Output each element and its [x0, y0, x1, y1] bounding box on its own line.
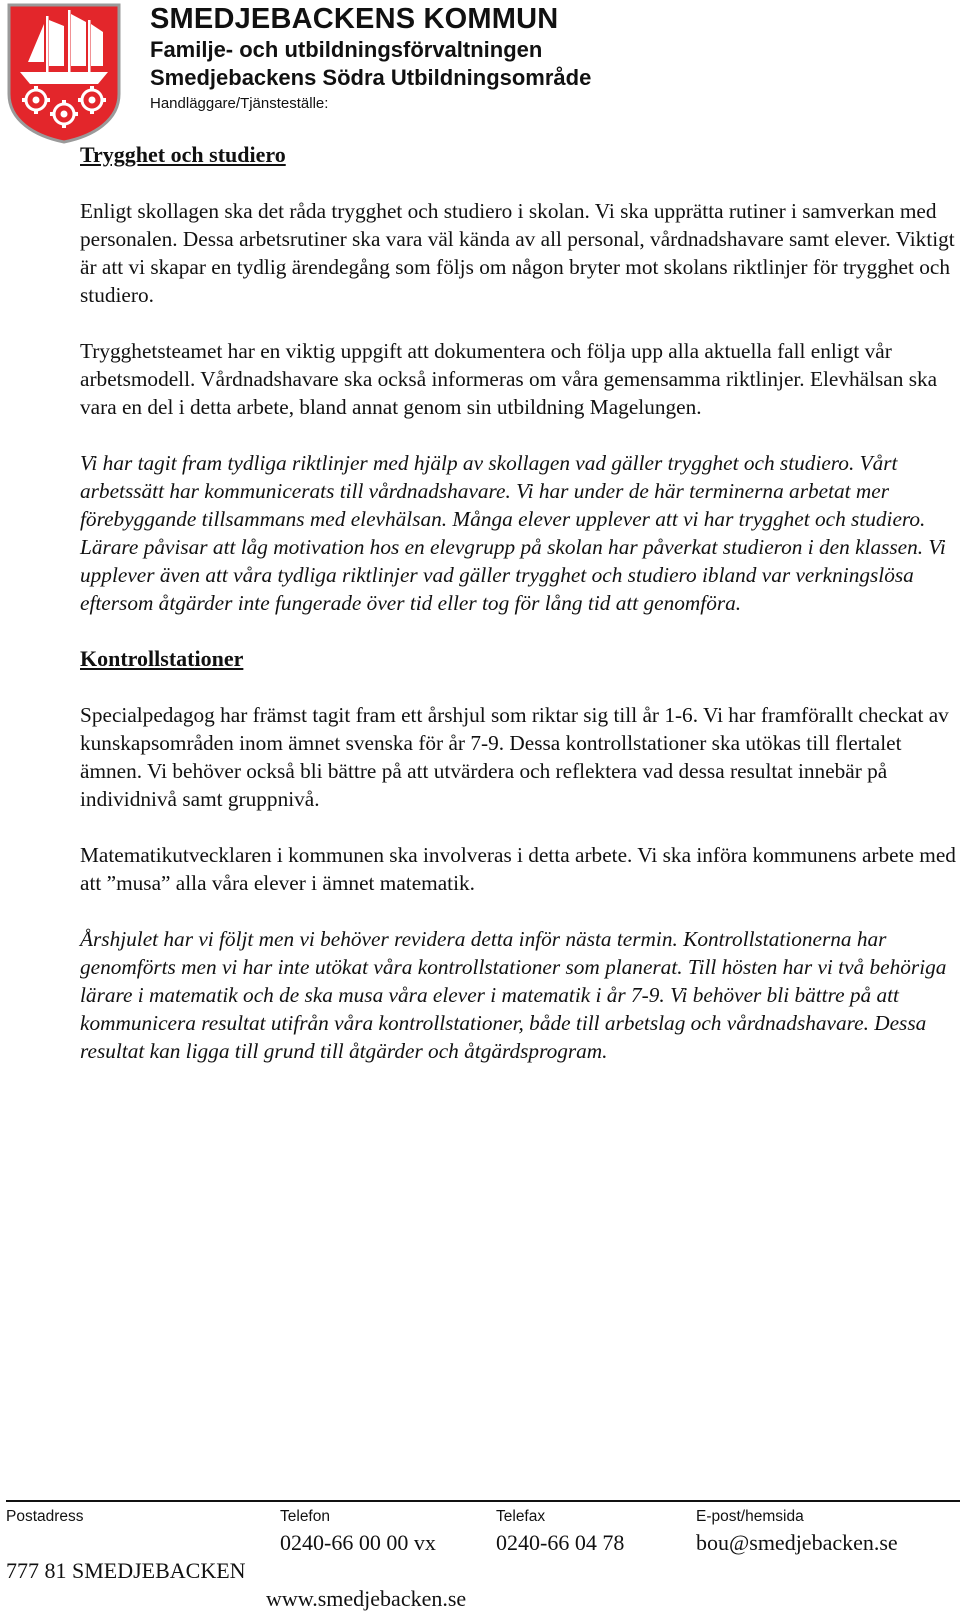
- paragraph-evaluation: Årshjulet har vi följt men vi behöver revidera detta inför nästa termin. Kontrollstationerna har genomförts men vi har inte utökat våra kontrollstationer som planerat. Till hösten har vi två behöriga lärare i matematik och de ska musa våra elever i matematik i år 7-9. Vi behöver bli bättre på att kommunicera resultat utifrån våra kontrollstationer, både till arbetslag och vårdnadshavare. Dessa resultat kan ligga till grund till åtgärder och åtgärdsprogram.: [80, 927, 947, 1063]
- paragraph: Enligt skollagen ska det råda trygghet och studiero i skolan. Vi ska upprätta rutiner i samverkan med personalen. Dessa arbetsrutiner ska vara väl kända av all personal, vårdnadshavare samt elever. Viktigt är att vi skapar en tydlig ärendegång som följs om någon bryter mot skolans riktlinjer för trygghet och studiero.: [80, 199, 955, 307]
- footer-postadress-label: Postadress: [6, 1508, 84, 1525]
- paragraph: Trygghetsteamet har en viktig uppgift att dokumentera och följa upp alla aktuella fall enligt vår arbetsmodell. Vårdnadshavare ska också informeras om våra gemensamma riktlinjer. Elevhälsan ska vara en del i detta arbete, bland annat genom sin utbildning Magelungen.: [80, 339, 938, 419]
- footer-website: www.smedjebacken.se: [266, 1586, 467, 1611]
- footer-telefon: 0240-66 00 00 vx: [280, 1530, 436, 1555]
- municipal-crest-icon: [6, 2, 122, 144]
- handler-label: Handläggare/Tjänsteställe:: [150, 95, 329, 112]
- footer-telefax-label: Telefax: [496, 1508, 546, 1525]
- footer-telefax: 0240-66 04 78: [496, 1530, 625, 1555]
- footer-postadress: 777 81 SMEDJEBACKEN: [6, 1558, 246, 1583]
- department-name: Familje- och utbildningsförvaltningen: [150, 37, 543, 62]
- paragraph: Specialpedagog har främst tagit fram ett årshjul som riktar sig till år 1-6. Vi har framförallt checkat av kunskapsområden inom ämnet svenska för år 7-9. Dessa kontrollstationer ska utökas till flertalet ämnen. Vi behöver också bli bättre på att utvärdera och reflektera vad dessa resultat innebär på individnivå samt gruppnivå.: [80, 703, 949, 811]
- footer-telefon-label: Telefon: [280, 1508, 330, 1525]
- subunit-name: Smedjebackens Södra Utbildningsområde: [150, 65, 592, 90]
- section-title-trygghet: Trygghet och studiero: [80, 142, 286, 167]
- organization-name: SMEDJEBACKENS KOMMUN: [150, 3, 559, 35]
- footer-divider: [6, 1500, 960, 1502]
- document-body: [80, 141, 960, 1065]
- paragraph-evaluation: Vi har tagit fram tydliga riktlinjer med hjälp av skollagen vad gäller trygghet och studiero. Vårt arbetssätt har kommunicerats till vårdnadshavare. Vi har under de här terminerna arbetat mer förebyggande tillsammans med elevhälsan. Många elever upplever att vi har trygghet och studiero. Lärare påvisar att låg motivation hos en elevgrupp på skolan har påverkat studieron i den klassen. Vi upplever även att våra tydliga riktlinjer vad gäller trygghet och studiero ibland var verkningslösa eftersom åtgärder inte fungerade över tid eller tog för lång tid att genomföra.: [80, 451, 946, 615]
- footer-email-label: E-post/hemsida: [696, 1508, 804, 1525]
- section-title-kontrollstationer: Kontrollstationer: [80, 646, 244, 671]
- footer-email: bou@smedjebacken.se: [696, 1530, 898, 1555]
- paragraph: Matematikutvecklaren i kommunen ska involveras i detta arbete. Vi ska införa kommunens arbete med att ”musa” alla våra elever i ämnet matematik.: [80, 843, 956, 895]
- letterhead: [150, 2, 591, 114]
